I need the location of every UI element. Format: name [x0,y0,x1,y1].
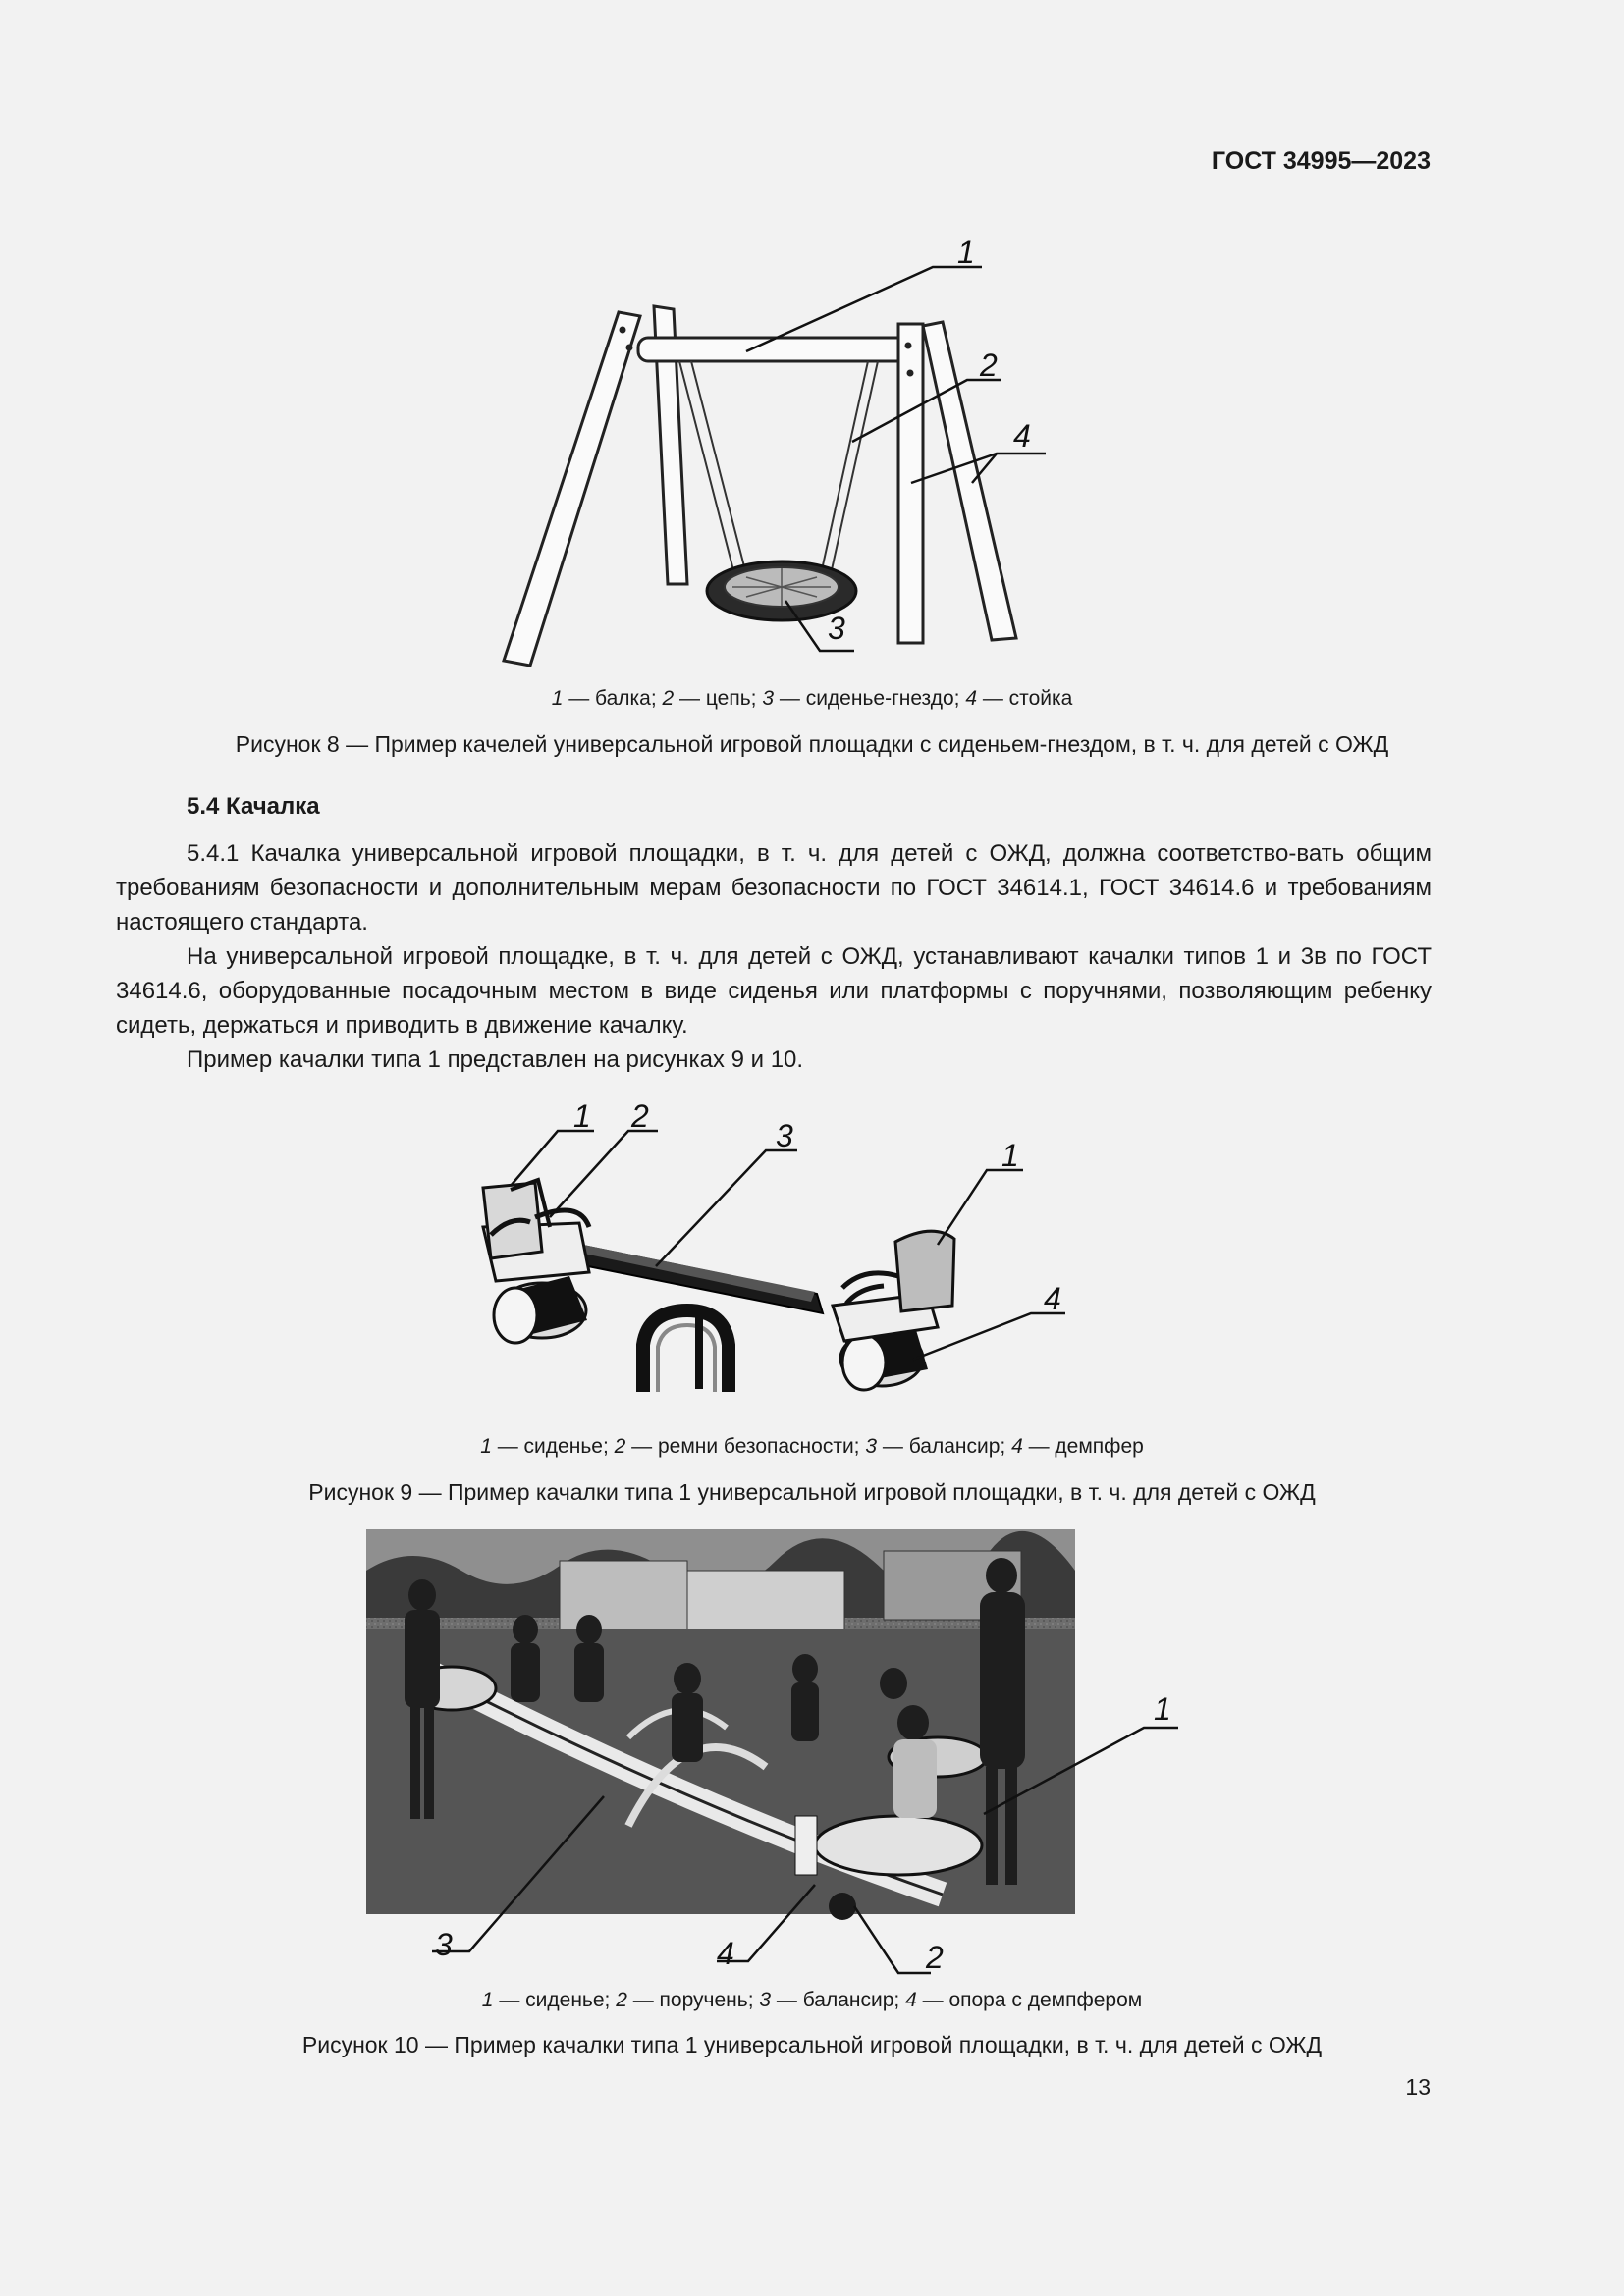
standard-id: ГОСТ 34995—2023 [1211,147,1431,175]
page-number: 13 [1405,2074,1431,2100]
figure-9-legend: 1 — сиденье; 2 — ремни безопасности; 3 — балансир; 4 — демпфер [480,1435,1144,1458]
paragraph-5-4-1: 5.4.1 Качалка универсальной игровой площадки, в т. ч. для детей с ОЖД, должна соответство-вать общим требованиям безопасности и дополнительным мерам безопасности по ГОСТ 34614.1, ГОСТ 34614.6 и требованиям настоящего стандарта. [116,840,1432,935]
fig8-callout-3: 3 [828,611,845,646]
fig8-callout-2: 2 [980,347,998,383]
figure-10-caption: Рисунок 10 — Пример качалки типа 1 универсальной игровой площадки, в т. ч. для детей с ОЖД [301,2032,1323,2057]
figure-8-caption: Рисунок 8 — Пример качелей универсальной игровой площадки с сиденьем-гнездом, в т. ч. для детей с ОЖД [235,731,1389,757]
figure-10-legend: 1 — сиденье; 2 — поручень; 3 — балансир; 4 — опора с демпфером [481,1989,1143,2011]
fig9-callout-3: 3 [776,1118,793,1153]
fig8-callout-4: 4 [1013,418,1031,454]
figure-8-legend: 1 — балка; 2 — цепь; 3 — сиденье-гнездо; 4 — стойка [551,687,1073,710]
right-outer-post [923,322,1016,640]
section-heading: 5.4 Качалка [187,793,320,820]
paragraph-example: Пример качалки типа 1 представлен на рисунках 9 и 10. [187,1046,804,1073]
fig10-callout-1: 1 [1154,1691,1171,1727]
figure-8-swing-drawing [0,0,1624,707]
fig10-callout-4: 4 [717,1936,734,1971]
fig9-callout-1: 1 [573,1098,591,1134]
swing-beam [638,338,911,361]
left-outer-post [504,312,640,666]
paragraph-types: На универсальной игровой площадке, в т. ч. для детей с ОЖД, устанавливают качалки типов 1 и 3в по ГОСТ 34614.6, оборудованные посадочным местом в виде сиденья или платформы с поручнями, позволяющим ребенку сидеть, держаться и приводить в движение качалку. [116,943,1432,1039]
fig9-callout-4: 4 [1044,1281,1061,1316]
seesaw-beam [550,1239,823,1313]
fig8-callout-1: 1 [957,235,975,270]
section-body [116,836,1432,1077]
fig10-callout-2: 2 [926,1940,944,1975]
fig9-callout-1b: 1 [1001,1138,1019,1173]
fig10-callout-3: 3 [435,1927,453,1962]
fig9-callout-2: 2 [631,1098,649,1134]
seesaw-support [643,1310,729,1392]
figure-9-caption: Рисунок 9 — Пример качалки типа 1 универсальной игровой площадки, в т. ч. для детей с ОЖД [308,1479,1316,1505]
